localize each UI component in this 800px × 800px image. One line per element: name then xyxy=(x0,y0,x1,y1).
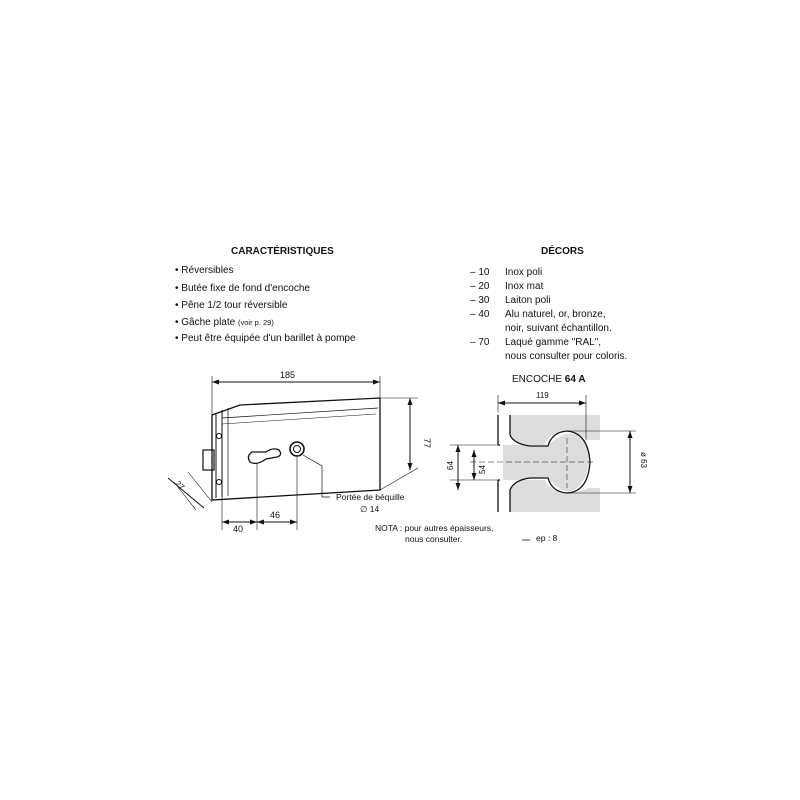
glass-panel xyxy=(503,415,600,512)
decor-code: – 40 xyxy=(470,309,490,320)
decors-title: DÉCORS xyxy=(541,246,584,257)
dim-height-label: 77 xyxy=(422,438,432,449)
decor-text: Alu naturel, or, bronze, xyxy=(505,309,606,320)
dim-inner-label: 54 xyxy=(478,465,487,474)
dim-offset-label: 40 xyxy=(233,524,244,534)
dim-width-label: 119 xyxy=(536,391,549,400)
dim-outer-label: 64 xyxy=(446,461,455,470)
decor-code: – 10 xyxy=(470,267,490,278)
characteristic-item: • Butée fixe de fond d'encoche xyxy=(175,283,310,294)
notch-title-prefix: ENCOCHE xyxy=(512,374,563,385)
decor-text: Inox mat xyxy=(505,281,544,292)
nota-line-2: nous consulter. xyxy=(405,534,463,544)
characteristic-item: • Pêne 1/2 tour réversible xyxy=(175,300,287,311)
handle-diameter: ∅ 14 xyxy=(360,504,380,514)
notch-title-code: 64 A xyxy=(564,374,586,385)
decor-code: – 20 xyxy=(470,281,490,292)
decor-code: – 30 xyxy=(470,295,490,306)
dim-length-label: 185 xyxy=(280,370,296,380)
dim-depth-label: 27 xyxy=(173,479,187,492)
decor-text: nous consulter pour coloris. xyxy=(505,351,628,362)
decor-text: Laiton poli xyxy=(505,295,551,306)
characteristic-label: • Gâche plate xyxy=(175,317,235,328)
decor-text: noir, suivant échantillon. xyxy=(505,323,612,334)
thickness-label: ep : 8 xyxy=(536,533,558,543)
decor-text: Inox poli xyxy=(505,267,543,278)
page-reference: (voir p. 29) xyxy=(238,318,274,327)
decor-code: – 70 xyxy=(470,337,490,348)
characteristic-item: • Peut être équipée d'un barillet à pompe xyxy=(175,333,356,344)
characteristic-item: • Réversibles xyxy=(175,265,234,276)
dim-spacing-label: 46 xyxy=(270,510,281,520)
dim-diameter-label: ø 63 xyxy=(639,452,648,469)
characteristics-title: CARACTÉRISTIQUES xyxy=(231,246,334,257)
nota-line-1: NOTA : pour autres épaisseurs, xyxy=(375,523,494,533)
handle-label: Portée de béquille xyxy=(336,492,405,502)
decor-text: Laqué gamme "RAL", xyxy=(505,337,602,348)
